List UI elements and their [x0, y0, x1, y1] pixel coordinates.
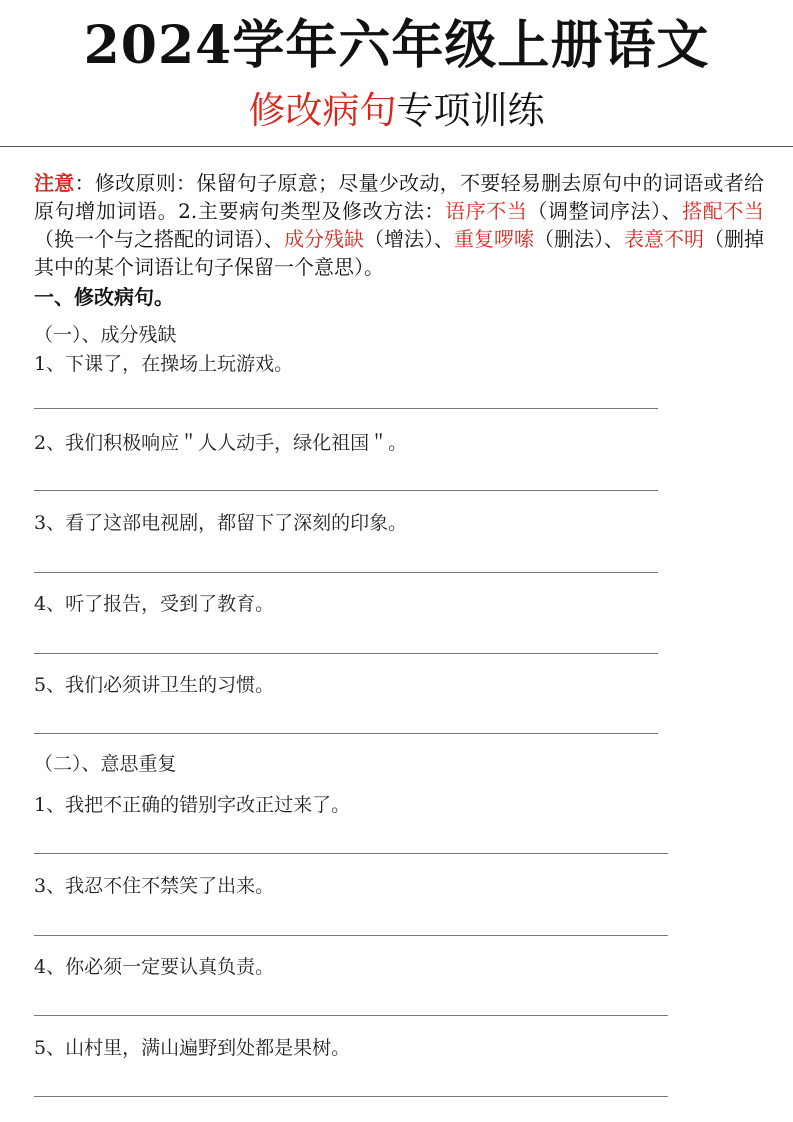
note-type-collocation: 搭配不当: [682, 199, 764, 223]
instruction-note: [34, 169, 764, 281]
answer-line[interactable]: [34, 935, 668, 936]
answer-line[interactable]: [34, 733, 658, 734]
answer-line[interactable]: [34, 490, 658, 491]
answer-line[interactable]: [34, 653, 658, 654]
question-item: 1、我把不正确的错别字改正过来了。: [34, 794, 351, 816]
question-item: 4、你必须一定要认真负责。: [34, 956, 275, 978]
answer-line[interactable]: [34, 853, 668, 854]
question-item: 4、听了报告，受到了教育。: [34, 593, 275, 615]
answer-line[interactable]: [34, 1096, 668, 1097]
page-title: 2024学年六年级上册语文: [83, 15, 710, 76]
question-item: 5、山村里，满山遍野到处都是果树。: [34, 1037, 351, 1059]
note-type-ambiguity: 表意不明: [624, 227, 704, 251]
question-item: 2、我们积极响应＂人人动手，绿化祖国＂。: [34, 432, 408, 454]
note-text-6: （增法）、: [364, 227, 454, 251]
note-text-0: ：修改原则：保留句子原意；尽量少改动，不要轻易删去原句中的词语或者给原句增加词语。2.主要病句类型及修改方法：: [34, 171, 765, 223]
subtitle-rest: 专项训练: [396, 89, 545, 132]
note-text-8: （删法）、: [534, 227, 624, 251]
answer-line[interactable]: [34, 408, 658, 409]
note-type-word-order: 语序不当: [445, 199, 528, 223]
question-item: 5、我们必须讲卫生的习惯。: [34, 674, 275, 696]
subtitle-highlight: 修改病句: [248, 89, 397, 132]
note-type-redundancy: 重复啰嗦: [454, 227, 534, 251]
question-item: 3、看了这部电视剧，都留下了深刻的印象。: [34, 512, 408, 534]
group-heading: （二）、意思重复: [34, 753, 177, 775]
header-divider: [0, 146, 793, 147]
answer-line[interactable]: [34, 572, 658, 573]
note-type-missing-component: 成分残缺: [284, 227, 364, 251]
note-label: 注意: [34, 171, 75, 195]
note-text-2: （调整词序法）、: [527, 199, 683, 223]
question-item: 1、下课了，在操场上玩游戏。: [34, 353, 294, 375]
section-title: 一、修改病句。: [34, 285, 174, 309]
answer-line[interactable]: [34, 1015, 668, 1016]
note-text-4: （换一个与之搭配的词语）、: [34, 227, 284, 251]
note-text-10: （删掉其中的某个词语让句子保留一个意思）。: [34, 227, 764, 279]
group-heading: （一）、成分残缺: [34, 324, 177, 346]
question-item: 3、我忍不住不禁笑了出来。: [34, 875, 275, 897]
page-subtitle: [0, 86, 793, 136]
